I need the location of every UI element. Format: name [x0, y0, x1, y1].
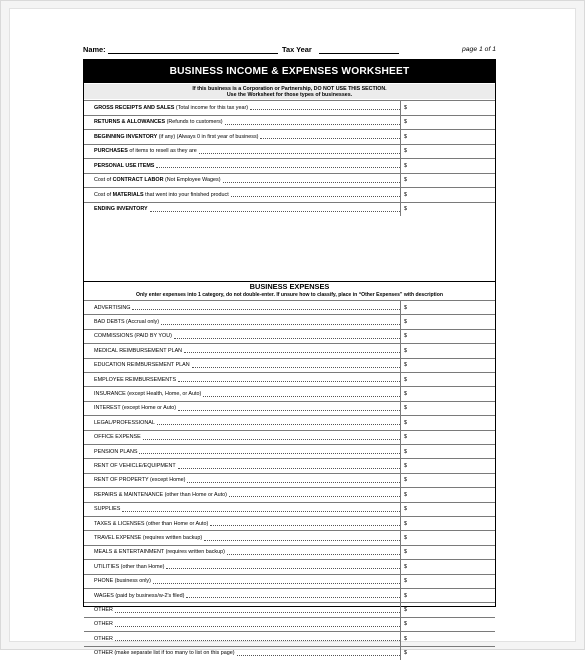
expense-row-label — [94, 503, 400, 516]
expense-row — [84, 444, 495, 458]
expense-row — [84, 646, 495, 660]
expense-amount-field[interactable] — [400, 474, 495, 487]
income-label-text — [94, 177, 222, 183]
dot-leader — [132, 309, 400, 310]
dollar-sign: $ — [404, 578, 407, 585]
dot-leader — [178, 468, 400, 469]
dollar-sign: $ — [404, 119, 407, 126]
expense-label-text: OFFICE EXPENSE — [94, 434, 141, 441]
dot-leader — [227, 554, 400, 555]
expense-row — [84, 588, 495, 602]
dot-leader — [187, 482, 400, 483]
expense-label-text: LEGAL/PROFESSIONAL — [94, 419, 155, 426]
expense-amount-field[interactable] — [400, 531, 495, 544]
expense-label-text: PENSION PLANS — [94, 448, 138, 455]
income-row-label — [94, 159, 400, 173]
expense-label-text: OTHER — [94, 607, 113, 614]
dollar-sign: $ — [404, 304, 407, 311]
income-section-note — [84, 84, 495, 99]
worksheet-title: BUSINESS INCOME & EXPENSES WORKSHEET — [84, 60, 495, 83]
expense-row-label — [94, 647, 400, 660]
dollar-sign: $ — [404, 405, 407, 412]
income-label-text — [94, 148, 198, 154]
label-keyword: PERSONAL USE ITEMS — [94, 162, 155, 169]
expense-row — [84, 574, 495, 588]
dot-leader — [153, 583, 400, 584]
dollar-sign: $ — [404, 607, 407, 614]
dollar-sign: $ — [404, 333, 407, 340]
expense-row-label — [94, 359, 400, 372]
dollar-sign: $ — [404, 549, 407, 556]
dot-leader — [122, 511, 400, 512]
dollar-sign: $ — [404, 362, 407, 369]
dollar-sign: $ — [404, 148, 407, 155]
expense-row — [84, 314, 495, 328]
expense-row — [84, 516, 495, 530]
expense-label-text: RENT OF VEHICLE/EQUIPMENT — [94, 463, 176, 470]
label-keyword: CONTRACT LABOR — [112, 177, 164, 184]
expense-row-label — [94, 315, 400, 328]
expense-row-label — [94, 344, 400, 357]
dollar-sign: $ — [404, 621, 407, 628]
dot-leader — [210, 525, 400, 526]
income-row-label — [94, 145, 400, 159]
dollar-sign: $ — [404, 162, 407, 169]
worksheet-form — [83, 59, 496, 657]
label-keyword: BEGINNING INVENTORY — [94, 133, 158, 140]
dot-leader — [186, 597, 400, 598]
expense-row — [84, 473, 495, 487]
label-keyword: MATERIALS — [112, 191, 144, 198]
dot-leader — [225, 124, 400, 125]
expense-row-label — [94, 402, 400, 415]
expense-amount-field[interactable] — [400, 359, 495, 372]
income-label-text — [94, 105, 249, 111]
label-keyword: RETURNS & ALLOWANCES — [94, 119, 166, 126]
dollar-sign: $ — [404, 319, 407, 326]
income-label-text — [94, 119, 224, 125]
expense-amount-field[interactable] — [400, 488, 495, 501]
income-row — [84, 129, 495, 144]
income-row — [84, 202, 495, 217]
expense-amount-field[interactable] — [400, 301, 495, 314]
dot-leader — [157, 424, 400, 425]
expense-row-label — [94, 589, 400, 602]
label-suffix: (if any) (Always 0 in first year of business) — [157, 133, 259, 140]
dollar-sign: $ — [404, 434, 407, 441]
dot-leader — [115, 640, 400, 641]
dot-leader — [161, 324, 400, 325]
expense-amount-field[interactable] — [400, 618, 495, 631]
income-row — [84, 173, 495, 188]
label-keyword: GROSS RECEIPTS AND SALES — [94, 104, 175, 111]
expense-row — [84, 545, 495, 559]
income-row — [84, 187, 495, 202]
expense-row — [84, 372, 495, 386]
dot-leader — [199, 153, 400, 154]
dollar-sign: $ — [404, 376, 407, 383]
income-row — [84, 144, 495, 159]
expense-label-text: SUPPLIES — [94, 506, 121, 513]
expense-label-text: TRAVEL EXPENSE (requires written backup) — [94, 535, 203, 542]
dot-leader — [192, 367, 400, 368]
label-keyword: PURCHASES — [94, 148, 128, 155]
expense-label-text: INTEREST (except Home or Auto) — [94, 405, 176, 412]
dollar-sign: $ — [404, 191, 407, 198]
dollar-sign: $ — [404, 419, 407, 426]
name-field[interactable] — [108, 53, 278, 54]
expense-row — [84, 602, 495, 616]
dot-leader — [231, 196, 400, 197]
dot-leader — [150, 211, 400, 212]
label-suffix: (Refunds to customers) — [165, 119, 223, 126]
expense-label-text: BAD DEBTS (Accrual only) — [94, 319, 160, 326]
expense-row-label — [94, 387, 400, 400]
expense-row-label — [94, 373, 400, 386]
expense-label-text: OTHER — [94, 621, 113, 628]
income-row — [84, 158, 495, 173]
income-amount-field[interactable] — [400, 174, 495, 188]
dot-leader — [115, 626, 400, 627]
label-suffix: (Not Employee Wages) — [163, 177, 221, 184]
label-prefix: Cost of — [94, 177, 113, 184]
expense-amount-field[interactable] — [400, 575, 495, 588]
expense-amount-field[interactable] — [400, 402, 495, 415]
income-amount-field[interactable] — [400, 116, 495, 130]
expenses-section-note: Only enter expenses into 1 category, do not double-enter. If unsure how to classify, place in “Other Expenses” with description — [136, 292, 443, 298]
dot-leader — [115, 612, 400, 613]
expense-amount-field[interactable] — [400, 416, 495, 429]
income-amount-field[interactable] — [400, 130, 495, 144]
dot-leader — [250, 109, 400, 110]
tax-year-label: Tax Year — [282, 45, 312, 54]
expense-label-text: UTILITIES (other than Home) — [94, 563, 165, 570]
expense-label-text: ADVERTISING — [94, 304, 131, 311]
expense-label-text: COMMISSIONS (PAID BY YOU) — [94, 333, 172, 340]
expense-label-text: RENT OF PROPERTY (except Home) — [94, 477, 186, 484]
expense-label-text: PHONE (business only) — [94, 578, 151, 585]
dollar-sign: $ — [404, 104, 407, 111]
dollar-sign: $ — [404, 650, 407, 657]
expense-row-label — [94, 445, 400, 458]
expense-amount-field[interactable] — [400, 459, 495, 472]
income-amount-field[interactable] — [400, 145, 495, 159]
expense-row — [84, 300, 495, 314]
expense-amount-field[interactable] — [400, 373, 495, 386]
dollar-sign: $ — [404, 133, 407, 140]
dot-leader — [166, 568, 400, 569]
expense-amount-field[interactable] — [400, 647, 495, 660]
expense-row-label — [94, 618, 400, 631]
dollar-sign: $ — [404, 206, 407, 213]
expense-row-label — [94, 488, 400, 501]
expense-row — [84, 502, 495, 516]
dollar-sign: $ — [404, 477, 407, 484]
expense-row — [84, 386, 495, 400]
expense-row — [84, 458, 495, 472]
label-prefix: Cost of — [94, 191, 113, 198]
expense-row — [84, 329, 495, 343]
expense-label-text: OTHER — [94, 635, 113, 642]
dot-leader — [184, 352, 400, 353]
business-expenses-title: BUSINESS EXPENSES — [84, 281, 495, 291]
tax-year-field[interactable] — [319, 53, 399, 54]
expense-amount-field[interactable] — [400, 445, 495, 458]
income-note-line-2: Use the Worksheet for those types of businesses. — [226, 92, 353, 98]
dollar-sign: $ — [404, 635, 407, 642]
income-amount-field[interactable] — [400, 159, 495, 173]
expense-row — [84, 430, 495, 444]
expense-label-text: EMPLOYEE REIMBURSEMENTS — [94, 376, 177, 383]
expense-amount-field[interactable] — [400, 517, 495, 530]
expense-amount-field[interactable] — [400, 344, 495, 357]
dollar-sign: $ — [404, 535, 407, 542]
expense-amount-field[interactable] — [400, 431, 495, 444]
expense-row — [84, 487, 495, 501]
expense-row-label — [94, 546, 400, 559]
expense-row — [84, 415, 495, 429]
dot-leader — [174, 338, 400, 339]
expense-label-text: MEDICAL REIMBURSEMENT PLAN — [94, 347, 183, 354]
income-row — [84, 115, 495, 130]
worksheet-header — [83, 44, 496, 56]
income-amount-field[interactable] — [400, 203, 495, 217]
expense-amount-field[interactable] — [400, 387, 495, 400]
dollar-sign: $ — [404, 463, 407, 470]
page-number: page 1 of 1 — [461, 46, 496, 53]
expense-amount-field[interactable] — [400, 546, 495, 559]
expense-label-text: TAXES & LICENSES (other than Home or Auto) — [94, 520, 209, 527]
expense-row-label — [94, 603, 400, 616]
label-suffix: of items to resell as they are — [127, 148, 197, 155]
expense-label-text: REPAIRS & MAINTENANCE (other than Home or Auto) — [94, 491, 227, 498]
dollar-sign: $ — [404, 506, 407, 513]
expense-amount-field[interactable] — [400, 632, 495, 645]
expense-label-text: WAGES (paid by business/w-2's filed) — [94, 592, 185, 599]
dot-leader — [156, 167, 400, 168]
dollar-sign: $ — [404, 563, 407, 570]
dot-leader — [203, 396, 400, 397]
expense-row-label — [94, 431, 400, 444]
expense-row-label — [94, 517, 400, 530]
expense-row — [84, 401, 495, 415]
expense-amount-field[interactable] — [400, 315, 495, 328]
expense-row-label — [94, 632, 400, 645]
expense-amount-field[interactable] — [400, 503, 495, 516]
expense-row-label — [94, 416, 400, 429]
dollar-sign: $ — [404, 391, 407, 398]
dot-leader — [178, 410, 400, 411]
dollar-sign: $ — [404, 347, 407, 354]
income-row-label — [94, 130, 400, 144]
income-label-text — [94, 206, 149, 212]
expense-row — [84, 617, 495, 631]
dot-leader — [139, 453, 400, 454]
income-row-label — [94, 203, 400, 217]
dot-leader — [143, 439, 400, 440]
income-label-text — [94, 134, 259, 140]
dollar-sign: $ — [404, 448, 407, 455]
dot-leader — [229, 496, 400, 497]
label-keyword: ENDING INVENTORY — [94, 206, 148, 213]
expense-label-text: MEALS & ENTERTAINMENT (requires written backup) — [94, 549, 225, 556]
income-note-line-1: If this business is a Corporation or Partnership, DO NOT USE THIS SECTION. — [192, 85, 387, 92]
dot-leader — [178, 381, 400, 382]
label-suffix: that went into your finished product — [143, 191, 229, 198]
dot-leader — [237, 655, 400, 656]
expense-row — [84, 530, 495, 544]
income-row — [84, 100, 495, 115]
name-label: Name: — [83, 45, 106, 54]
dollar-sign: $ — [404, 177, 407, 184]
expense-row — [84, 631, 495, 645]
income-row-label — [94, 174, 400, 188]
expense-row — [84, 343, 495, 357]
dot-leader — [204, 540, 400, 541]
income-amount-field[interactable] — [400, 188, 495, 202]
expense-row-label — [94, 560, 400, 573]
dot-leader — [260, 138, 400, 139]
expense-amount-field[interactable] — [400, 330, 495, 343]
expense-label-text: OTHER (make separate list if too many to list on this page) — [94, 650, 235, 657]
dollar-sign: $ — [404, 592, 407, 599]
income-row-label — [94, 188, 400, 202]
income-label-text — [94, 163, 155, 169]
expense-amount-field[interactable] — [400, 560, 495, 573]
expense-row-label — [94, 459, 400, 472]
income-amount-field[interactable] — [400, 101, 495, 115]
income-label-text — [94, 192, 230, 198]
dollar-sign: $ — [404, 520, 407, 527]
expense-row-label — [94, 301, 400, 314]
expense-label-text: EDUCATION REIMBURSEMENT PLAN — [94, 362, 190, 369]
expense-row-label — [94, 531, 400, 544]
expense-amount-field[interactable] — [400, 603, 495, 616]
dot-leader — [223, 182, 400, 183]
dollar-sign: $ — [404, 491, 407, 498]
income-row-label — [94, 116, 400, 130]
expense-row — [84, 358, 495, 372]
expense-row — [84, 559, 495, 573]
expense-amount-field[interactable] — [400, 589, 495, 602]
expense-label-text: INSURANCE (except Health, Home, or Auto) — [94, 391, 202, 398]
expense-row-label — [94, 474, 400, 487]
income-row-label — [94, 101, 400, 115]
label-suffix: (Total income for this tax year) — [174, 104, 249, 111]
expense-row-label — [94, 575, 400, 588]
expense-row-label — [94, 330, 400, 343]
